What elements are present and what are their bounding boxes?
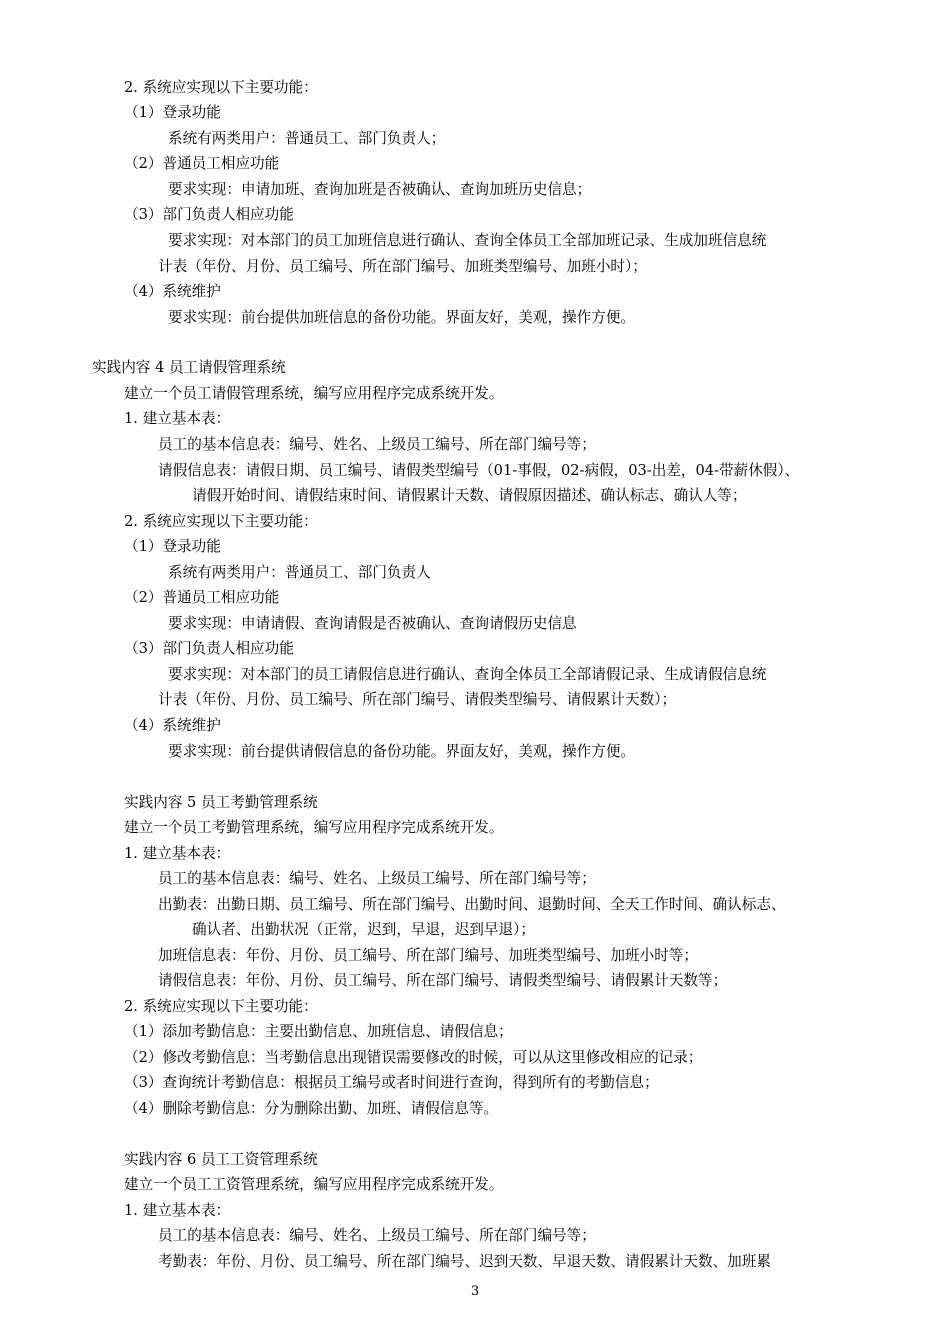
text-line: 2. 系统应实现以下主要功能：	[124, 513, 318, 530]
text-line: 请假信息表：年份、月份、员工编号、所在部门编号、请假类型编号、请假累计天数等；	[158, 972, 728, 989]
text-line: 员工的基本信息表：编号、姓名、上级员工编号、所在部门编号等；	[158, 1227, 596, 1244]
section-heading: 实践内容 4 员工请假管理系统	[92, 359, 286, 376]
text-line: （4）删除考勤信息：分为删除出勤、加班、请假信息等。	[124, 1100, 499, 1117]
text-line: （3）查询统计考勤信息：根据员工编号或者时间进行查询，得到所有的考勤信息；	[124, 1074, 659, 1091]
text-line: （1）添加考勤信息：主要出勤信息、加班信息、请假信息；	[124, 1023, 513, 1040]
text-line: （2）普通员工相应功能	[124, 589, 280, 606]
text-line: 建立一个员工考勤管理系统，编写应用程序完成系统开发。	[124, 819, 504, 836]
text-line: 系统有两类用户：普通员工、部门负责人；	[168, 130, 446, 147]
text-line: 系统有两类用户：普通员工、部门负责人	[168, 564, 431, 581]
text-line: 要求实现：申请请假、查询请假是否被确认、查询请假历史信息	[168, 615, 577, 632]
text-line: 加班信息表：年份、月份、员工编号、所在部门编号、加班类型编号、加班小时等；	[158, 947, 698, 964]
text-line: 要求实现：申请加班、查询加班是否被确认、查询加班历史信息；	[168, 181, 592, 198]
text-line: 2. 系统应实现以下主要功能：	[124, 998, 318, 1015]
text-line: （2）普通员工相应功能	[124, 155, 280, 172]
text-line: 要求实现：前台提供请假信息的备份功能。界面友好，美观，操作方便。	[168, 743, 636, 760]
text-line: 要求实现：前台提供加班信息的备份功能。界面友好，美观，操作方便。	[168, 309, 636, 326]
text-line: 要求实现：对本部门的员工加班信息进行确认、查询全体员工全部加班记录、生成加班信息统	[168, 232, 767, 249]
text-line: 计表（年份、月份、员工编号、所在部门编号、请假类型编号、请假累计天数）；	[158, 691, 677, 708]
text-line: 1. 建立基本表：	[124, 410, 231, 427]
text-line: 要求实现：对本部门的员工请假信息进行确认、查询全体员工全部请假记录、生成请假信息统	[168, 666, 767, 683]
section-heading: 实践内容 5 员工考勤管理系统	[124, 794, 318, 811]
text-line: （2）修改考勤信息：当考勤信息出现错误需要修改的时候，可以从这里修改相应的记录；	[124, 1049, 703, 1066]
text-line: 确认者、出勤状况（正常，迟到，早退，迟到早退）；	[192, 921, 535, 938]
text-line: （4）系统维护	[124, 717, 221, 734]
text-line: 考勤表：年份、月份、员工编号、所在部门编号、迟到天数、早退天数、请假累计天数、加班累	[158, 1253, 771, 1270]
text-line: 请假信息表：请假日期、员工编号、请假类型编号（01-事假，02-病假，03-出差，04-带薪休假）、	[158, 462, 800, 479]
text-line: （1）登录功能	[124, 538, 221, 555]
text-line: 建立一个员工请假管理系统，编写应用程序完成系统开发。	[124, 385, 504, 402]
text-line: 出勤表：出勤日期、员工编号、所在部门编号、出勤时间、退勤时间、全天工作时间、确认标志、	[158, 896, 786, 913]
text-line: 2. 系统应实现以下主要功能：	[124, 79, 318, 96]
text-line: 员工的基本信息表：编号、姓名、上级员工编号、所在部门编号等；	[158, 870, 596, 887]
text-line: 员工的基本信息表：编号、姓名、上级员工编号、所在部门编号等；	[158, 436, 596, 453]
text-line: （1）登录功能	[124, 104, 221, 121]
text-line: 请假开始时间、请假结束时间、请假累计天数、请假原因描述、确认标志、确认人等；	[192, 487, 747, 504]
text-line: 计表（年份、月份、员工编号、所在部门编号、加班类型编号、加班小时）；	[158, 258, 647, 275]
text-line: （3）部门负责人相应功能	[124, 640, 294, 657]
text-line: 1. 建立基本表：	[124, 845, 231, 862]
text-line: 1. 建立基本表：	[124, 1202, 231, 1219]
section-heading: 实践内容 6 员工工资管理系统	[124, 1151, 318, 1168]
page-number: 3	[470, 1284, 480, 1299]
text-line: 建立一个员工工资管理系统，编写应用程序完成系统开发。	[124, 1176, 504, 1193]
text-line: （4）系统维护	[124, 283, 221, 300]
text-line: （3）部门负责人相应功能	[124, 206, 294, 223]
